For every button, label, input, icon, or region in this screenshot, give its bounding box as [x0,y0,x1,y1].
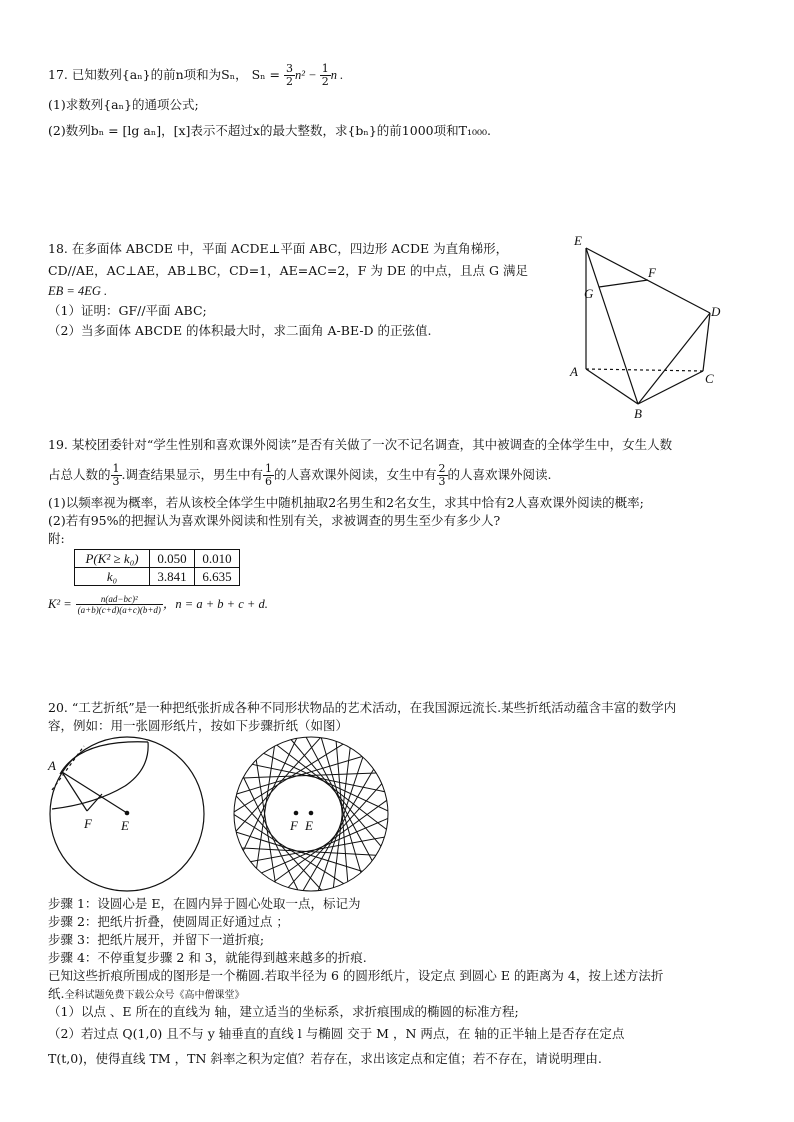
q19-part1: (1)以频率视为概率，若从该校全体学生中随机抽取2名男生和2名女生，求其中恰有2人喜欢课外阅读的概率; [48,495,644,510]
table-cell: 6.635 [195,568,240,586]
q17-stem-text: 17. 已知数列{aₙ}的前n项和为Sₙ， Sₙ = [48,67,285,82]
q17-frac2-num: 1 [321,62,329,75]
label-c: C [705,371,714,386]
crease-line [274,800,387,881]
fold-inner-arc [52,742,148,809]
fig1-label-f: F [84,816,92,831]
label-e: E [574,233,582,248]
q19-frac1-num: 1 [112,462,120,475]
q19-frac1 [111,463,122,488]
q19-frac3 [437,463,448,488]
edge-ac-hidden [586,369,703,371]
q17-frac2-den: 2 [321,75,329,88]
q20-part1: （1）以点 、E 所在的直线为 轴，建立适当的坐标系，求折痕围成的椭圆的标准方程; [48,1004,519,1019]
q19-frac2 [263,463,274,488]
q18-part1: （1）证明：GF//平面 ABC; [48,303,207,318]
q19-stem-line1: 19. 某校团委针对“学生性别和喜欢课外阅读”是否有关做了一次不记名调查，其中被调查的全体学生中，女生人数 [48,437,673,452]
label-g: G [584,286,594,301]
q18-stem-line1: 18. 在多面体 ABCDE 中，平面 ACDE⊥平面 ABC，四边形 ACDE 为直角梯形， [48,241,509,256]
q19-appendix: 附: [48,531,65,546]
q18-stem-line3 [48,282,107,300]
q20-step1: 步骤 1：设圆心是 E，在圆内异于圆心处取一点，标记为 [48,896,361,911]
q19-frac2-num: 1 [265,462,272,475]
q19-text-c: 的人喜欢课外阅读，女生中有 [274,467,437,482]
q20-step4: 步骤 4：不停重复步骤 2 和 3，就能得到越来越多的折痕. [48,950,367,965]
table-cell: 0.010 [195,550,240,568]
q19-frac2-den: 6 [265,475,272,488]
crease-line [252,764,385,791]
q19-text-a: 占总人数的 [48,467,111,482]
fig2-label-f: F [290,818,298,833]
edge-bc [638,371,703,404]
point-f-dot [294,811,299,816]
q17-frac1 [284,63,295,88]
q20-part2-line1: （2）若过点 Q(1,0) 且不与 y 轴垂直的直线 l 与椭圆 交于 M ，N 两点，在 轴的正半轴上是否存在定点 [48,1026,625,1041]
edge-dc [703,313,710,371]
q17-stem [48,63,343,88]
label-d: D [711,304,721,319]
q17-frac1-den: 2 [286,75,294,88]
table-row [75,568,240,586]
label-f: F [648,265,656,280]
q19-text-b: .调查结果显示，男生中有 [121,467,263,482]
label-a: A [570,364,578,379]
q17-stem-mid: n² − [295,68,320,82]
label-b: B [634,406,642,421]
q17-part1: (1)求数列{aₙ}的通项公式; [48,97,199,112]
q20-cond-end: 纸. [48,986,65,1001]
fig1-label-e: E [121,818,129,833]
table-cell: 3.841 [150,568,195,586]
q20-condition-line1: 已知这些折痕所围成的图形是一个椭圆.若取半径为 6 的圆形纸片，设定点 到圆心 E 的距离为 4，按上述方法折 [48,968,664,983]
q20-step2: 步骤 2：把纸片折叠，使圆周正好通过点 ； [48,914,289,929]
edge-bd [638,313,710,404]
q20-step3: 步骤 3：把纸片展开，并留下一道折痕; [48,932,265,947]
q19-stem-line2 [48,460,552,490]
q20-crease-figure [228,734,398,894]
center-e-dot [125,811,130,816]
q17-stem-end: n . [330,68,344,82]
q20-fold-figure [40,734,230,894]
q19-formula-num: n(ad−bc)² [76,594,163,605]
q18-stem-line2: CD//AE，AC⊥AE，AB⊥BC，CD=1，AE=AC=2，F 为 DE 的中点，且点 G 满足 [48,263,528,278]
segment-fold [87,794,102,811]
edge-gf [599,280,648,287]
q20-stem-line2: 容，例如：用一张圆形纸片，按如下步骤折纸（如图） [48,718,349,733]
table-row [75,550,240,568]
q20-condition-line2 [48,985,244,1005]
q17-frac1-num: 3 [286,62,294,75]
q19-formula-den: (a+b)(c+d)(a+c)(b+d) [77,605,161,615]
q19-formula [48,592,268,616]
fig1-label-a: A [48,758,56,773]
q19-frac3-den: 3 [438,475,446,488]
fig2-label-e: E [305,818,313,833]
point-e-dot [309,811,314,816]
q19-text-d: 的人喜欢课外阅读. [447,467,552,482]
fold-outer-arc [60,742,148,774]
table-cell: 0.050 [150,550,195,568]
crease-line [318,757,363,891]
q19-formula-lhs: K² = [48,597,72,611]
q19-critical-table [74,549,240,586]
q20-part2-line2: T(t,0)，使得直线 TM ，TN 斜率之积为定值？若存在，求出该定点和定值；若不存在，请说明理由. [48,1051,602,1066]
q19-formula-frac [76,594,163,615]
q20-stem-line1: 20. “工艺折纸”是一种把纸张折成各种不同形状物品的艺术活动，在我国源远流长.某些折纸活动蕴含丰富的数学内 [48,700,677,715]
q18-vector-eq: EB = 4EG . [48,284,108,298]
segment-ae [62,772,127,813]
q19-formula-rhs: ，n = a + b + c + d. [162,597,268,611]
table-cell: k₀ [75,568,150,586]
q18-part2: （2）当多面体 ABCDE 的体积最大时，求二面角 A-BE-D 的正弦值. [48,323,432,338]
crease-line [236,796,321,890]
q17-part2: (2)数列bₙ = [lg aₙ]，[x]表示不超过x的最大整数，求{bₙ}的前1000项和T₁₀₀₀. [48,123,491,138]
q19-part2: (2)若有95%的把握认为喜欢课外阅读和性别有关，求被调查的男生至少有多少人? [48,513,501,528]
table-cell: P(K² ≥ k₀) [75,550,150,568]
q19-frac1-den: 3 [112,475,120,488]
crease-line [257,746,275,868]
q20-watermark-text: 全科试题免费下载公众号《高中僧课堂》 [64,990,245,1001]
q18-polyhedron-figure [560,228,740,428]
q17-frac2 [320,63,331,88]
q19-frac3-num: 2 [438,462,446,475]
edge-ab [586,369,638,404]
